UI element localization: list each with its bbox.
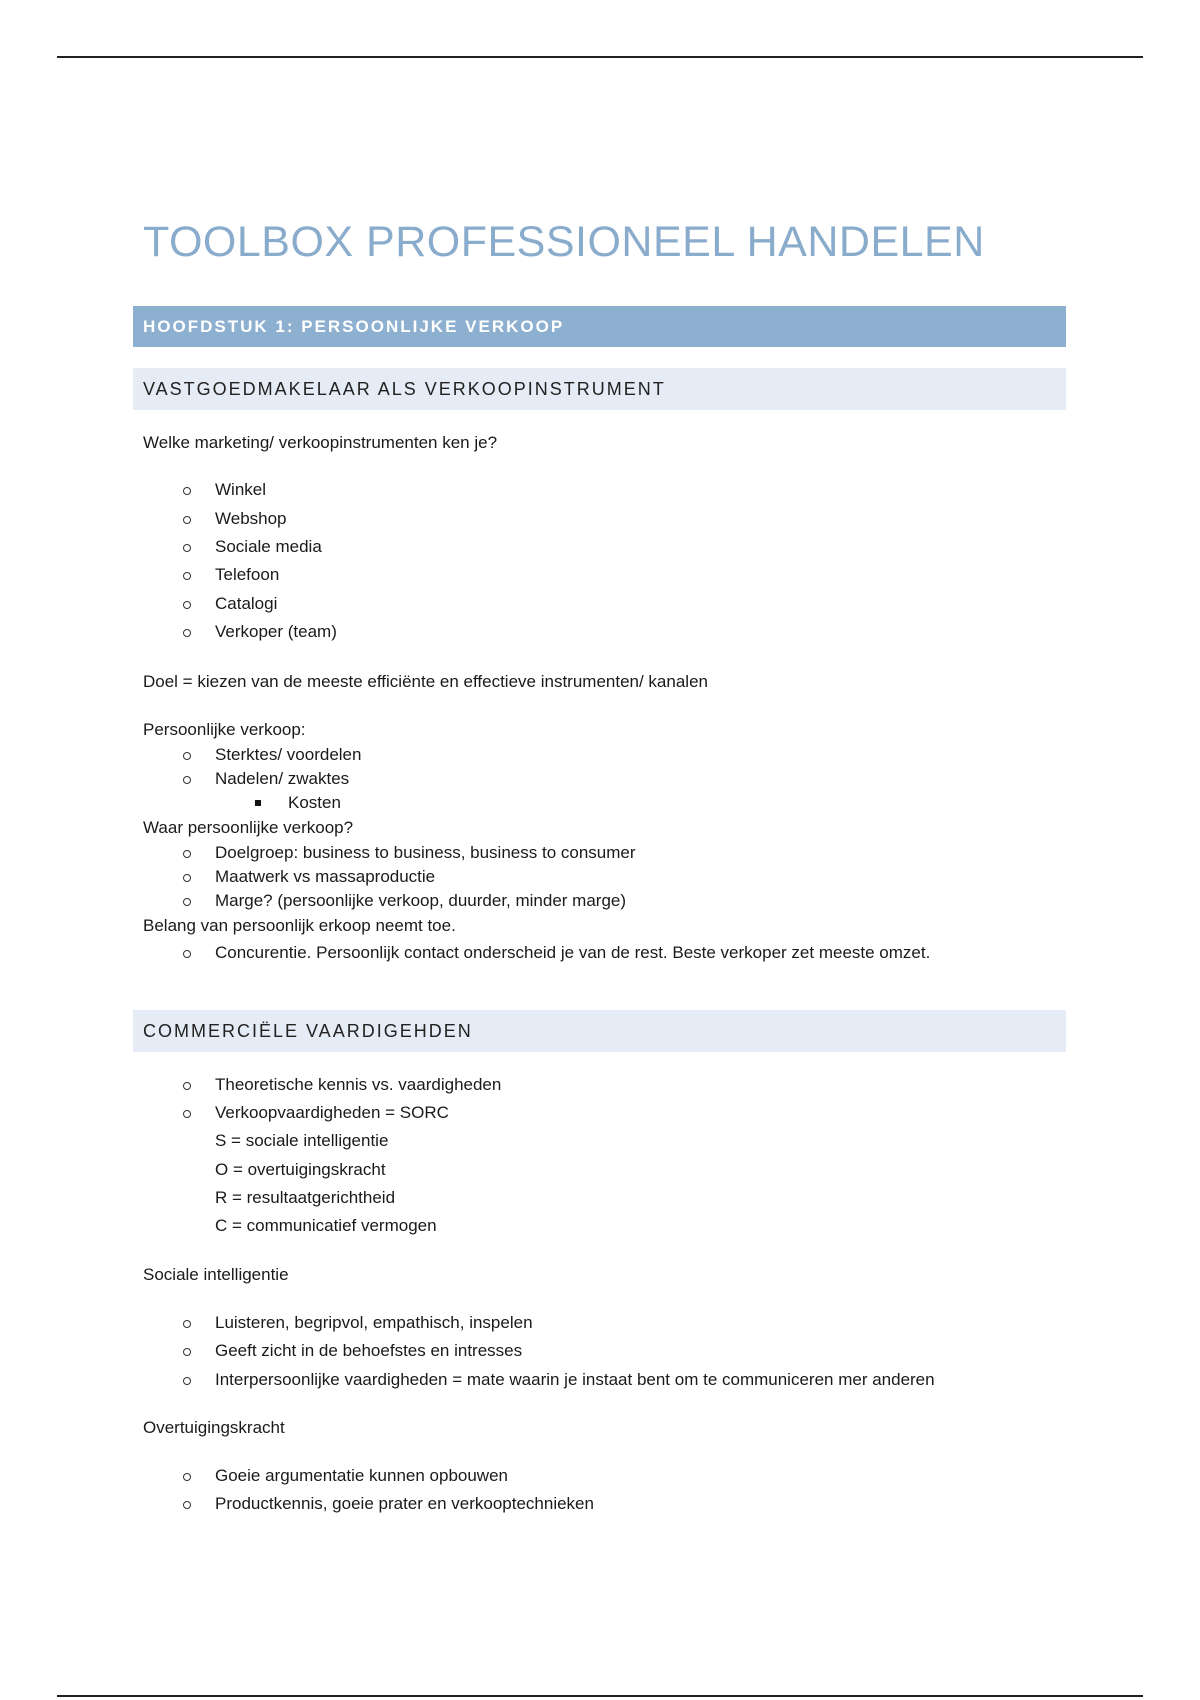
document-title: TOOLBOX PROFESSIONEEL HANDELEN (143, 218, 985, 266)
sub-list-item: Kosten (288, 793, 341, 812)
list-item: Sterktes/ voordelen (215, 745, 362, 764)
list-item: Geeft zicht in de behoefstes en intresses (215, 1341, 523, 1360)
sorc-line: R = resultaatgerichtheid (215, 1188, 396, 1207)
section-heading-commerciele-vaardigheden: COMMERCIËLE VAARDIGEHDEN (133, 1010, 1066, 1052)
list-item: Interpersoonlijke vaardigheden = mate waarin je instaat bent om te communiceren mer anderen (215, 1370, 935, 1389)
sorc-line: O = overtuigingskracht (215, 1160, 386, 1179)
list-item: Verkoper (team) (215, 622, 337, 641)
list-item: Sociale media (215, 537, 322, 556)
social-intelligence-label: Sociale intelligentie (143, 1265, 289, 1284)
list-item: Nadelen/ zwaktes (215, 769, 350, 788)
list-item: Doelgroep: business to business, business to consumer (215, 843, 636, 862)
list-item: Winkel (215, 480, 267, 499)
list-item: Goeie argumentatie kunnen opbouwen (215, 1466, 508, 1485)
list-item: Telefoon (215, 565, 280, 584)
list-item: Theoretische kennis vs. vaardigheden (215, 1075, 502, 1094)
list-item: Luisteren, begripvol, empathisch, inspelen (215, 1313, 533, 1332)
bottom-rule (57, 1695, 1143, 1697)
list-item: Catalogi (215, 594, 278, 613)
sorc-line: S = sociale intelligentie (215, 1131, 389, 1150)
list-item: Concurentie. Persoonlijk contact onderscheid je van de rest. Beste verkoper zet meeste omzet. (215, 943, 931, 962)
personal-sales-label: Persoonlijke verkoop: (143, 720, 306, 739)
list-item: Webshop (215, 509, 287, 528)
persuasion-label: Overtuigingskracht (143, 1418, 285, 1437)
question-text: Welke marketing/ verkoopinstrumenten ken je? (143, 433, 498, 452)
goal-text: Doel = kiezen van de meeste efficiënte en effectieve instrumenten/ kanalen (143, 672, 708, 691)
list-item: Marge? (persoonlijke verkoop, duurder, minder marge) (215, 891, 627, 910)
top-rule (57, 56, 1143, 58)
where-label: Waar persoonlijke verkoop? (143, 818, 354, 837)
list-item: Productkennis, goeie prater en verkooptechnieken (215, 1494, 594, 1513)
importance-label: Belang van persoonlijk erkoop neemt toe. (143, 916, 456, 935)
sorc-line: C = communicatief vermogen (215, 1216, 437, 1235)
list-item: Verkoopvaardigheden = SORC (215, 1103, 449, 1122)
chapter-heading: HOOFDSTUK 1: PERSOONLIJKE VERKOOP (133, 306, 1066, 347)
list-item: Maatwerk vs massaproductie (215, 867, 436, 886)
section-heading-verkoopinstrument: VASTGOEDMAKELAAR ALS VERKOOPINSTRUMENT (133, 368, 1066, 410)
